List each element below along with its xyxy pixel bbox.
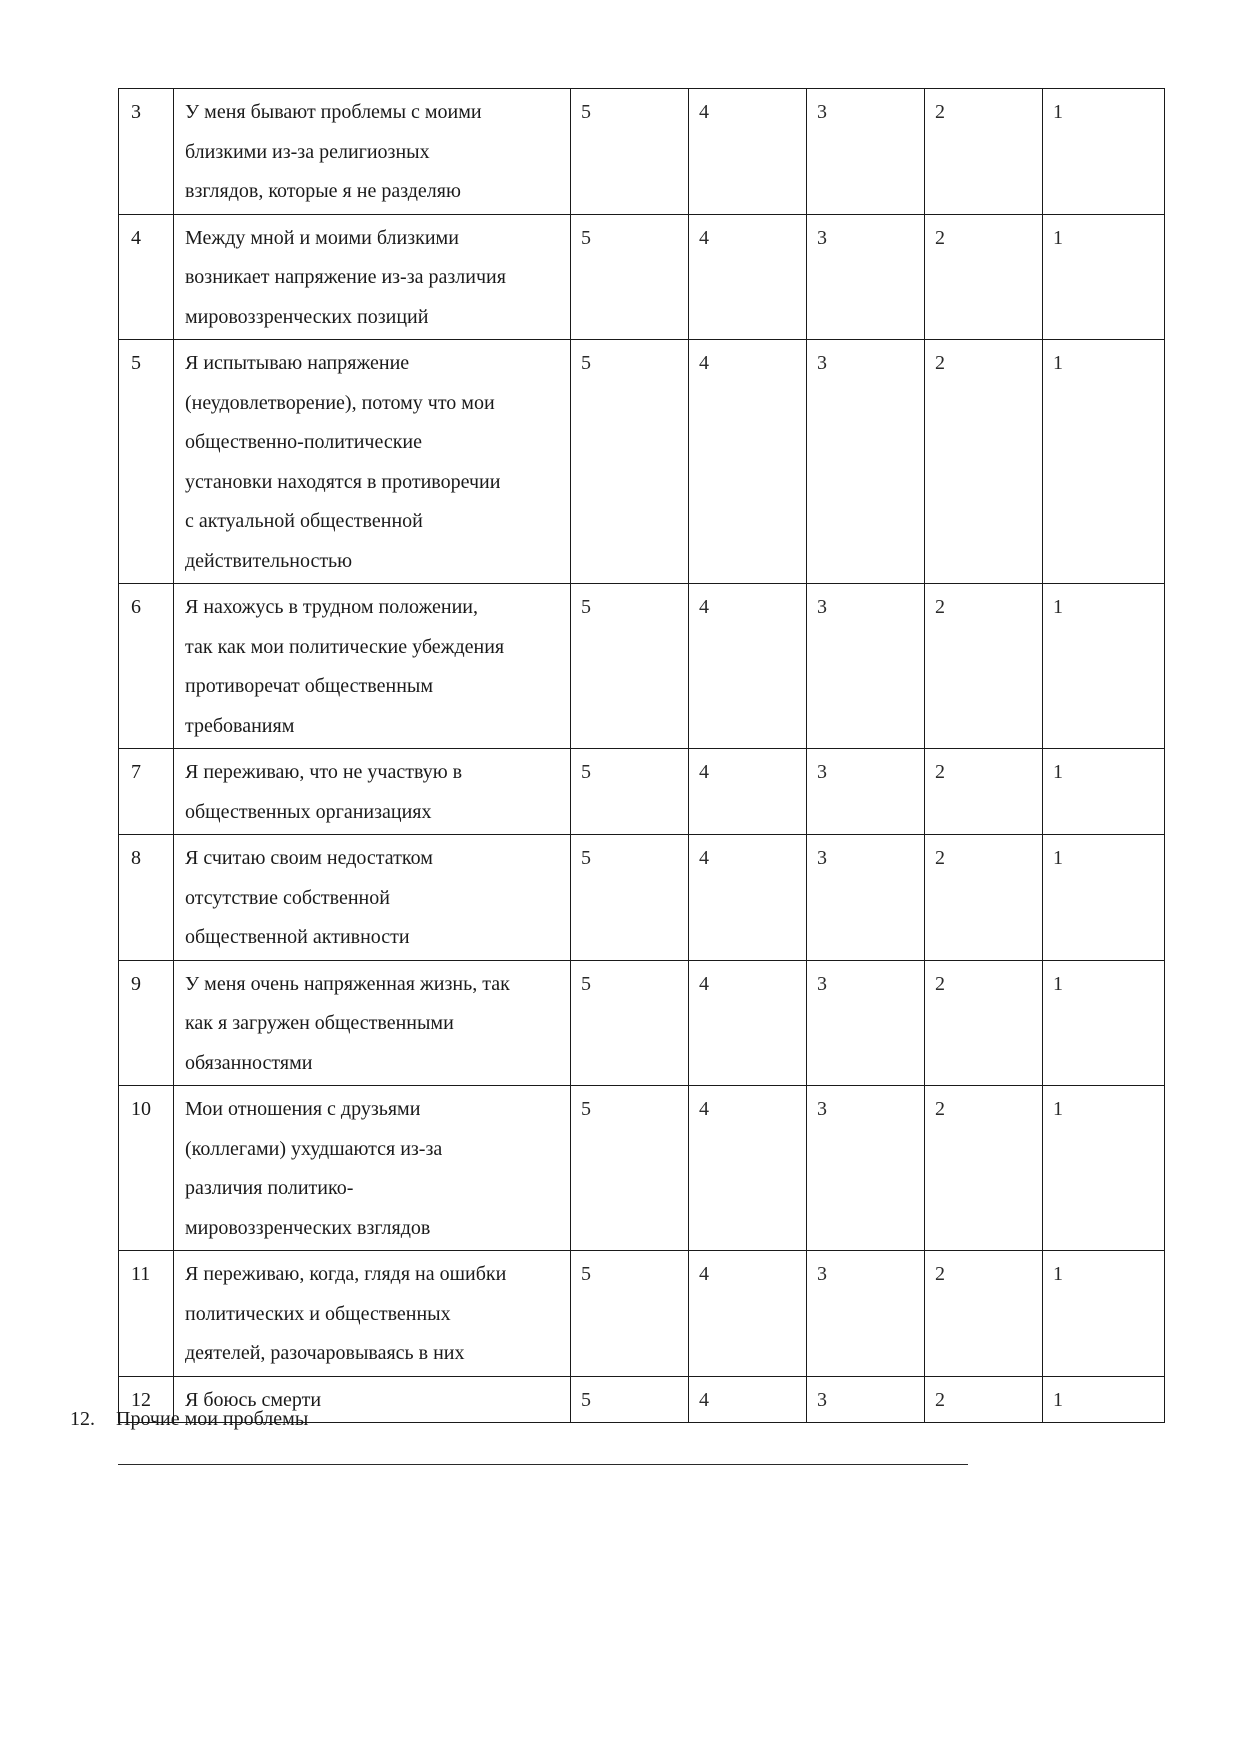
statement-line: взглядов, которые я не разделяю: [185, 180, 461, 202]
statement-cell: [174, 835, 571, 961]
table-row: [119, 340, 1165, 584]
score-option-2[interactable]: 2: [925, 1086, 1043, 1251]
row-number: 11: [119, 1251, 174, 1377]
statement-line: мировоззренческих взглядов: [185, 1216, 431, 1239]
score-option-3[interactable]: 3: [807, 214, 925, 340]
statement-cell: [174, 214, 571, 340]
score-option-3[interactable]: 3: [807, 1376, 925, 1423]
table-row: [119, 1251, 1165, 1377]
score-option-5[interactable]: 5: [571, 1086, 689, 1251]
score-option-1[interactable]: 1: [1043, 1376, 1165, 1423]
statement-cell: [174, 340, 571, 584]
statement-line: общественной активности: [185, 926, 410, 948]
statement-line: противоречат общественным: [185, 675, 433, 697]
table-row: [119, 214, 1165, 340]
score-option-1[interactable]: 1: [1043, 960, 1165, 1086]
statement-line: отсутствие собственной: [185, 886, 390, 909]
score-option-4[interactable]: 4: [689, 584, 807, 749]
statement-line: различия политико-: [185, 1177, 354, 1199]
table-row: [119, 1086, 1165, 1251]
statement-line: как я загружен общественными: [185, 1012, 454, 1034]
row-number: 12: [119, 1376, 174, 1423]
score-option-2[interactable]: 2: [925, 1251, 1043, 1377]
table-row: [119, 749, 1165, 835]
score-option-3[interactable]: 3: [807, 1251, 925, 1377]
statement-line: политических и общественных: [185, 1302, 451, 1325]
score-option-1[interactable]: 1: [1043, 584, 1165, 749]
statement-cell: [174, 960, 571, 1086]
table-row: [119, 89, 1165, 215]
row-number: 6: [119, 584, 174, 749]
statement-line: обязанностями: [185, 1051, 313, 1074]
table-row: [119, 960, 1165, 1086]
score-option-1[interactable]: 1: [1043, 1251, 1165, 1377]
score-option-3[interactable]: 3: [807, 960, 925, 1086]
score-option-2[interactable]: 2: [925, 749, 1043, 835]
score-option-5[interactable]: 5: [571, 1376, 689, 1423]
statement-line: У меня очень напряженная жизнь, так: [185, 972, 510, 995]
statement-cell: [174, 1251, 571, 1377]
score-option-2[interactable]: 2: [925, 1376, 1043, 1423]
statement-line: Я испытываю напряжение: [185, 352, 410, 374]
score-option-4[interactable]: 4: [689, 1251, 807, 1377]
statement-line: Я нахожусь в трудном положении,: [185, 596, 478, 618]
statement-line: возникает напряжение из-за различия: [185, 266, 506, 288]
statement-line: близкими из-за религиозных: [185, 140, 430, 163]
statement-line: Я переживаю, что не участвую в: [185, 761, 463, 783]
score-option-3[interactable]: 3: [807, 1086, 925, 1251]
statement-cell: [174, 1086, 571, 1251]
statement-line: с актуальной общественной: [185, 510, 423, 532]
statement-line: так как мои политические убеждения: [185, 635, 505, 658]
statement-line: Мои отношения с друзьями: [185, 1098, 421, 1120]
statement-line: Я считаю своим недостатком: [185, 847, 433, 869]
score-option-3[interactable]: 3: [807, 749, 925, 835]
score-option-3[interactable]: 3: [807, 89, 925, 215]
score-option-2[interactable]: 2: [925, 835, 1043, 961]
score-option-4[interactable]: 4: [689, 340, 807, 584]
statement-cell: [174, 749, 571, 835]
statement-line: Я боюсь смерти: [185, 1388, 322, 1411]
row-number: 5: [119, 340, 174, 584]
statement-line: установки находятся в противоречии: [185, 470, 501, 493]
score-option-2[interactable]: 2: [925, 960, 1043, 1086]
row-number: 7: [119, 749, 174, 835]
survey-table: [118, 88, 1165, 1423]
statement-line: деятелей, разочаровываясь в них: [185, 1342, 465, 1364]
statement-cell: [174, 89, 571, 215]
other-problems-item: [70, 1404, 308, 1434]
row-number: 3: [119, 89, 174, 215]
score-option-5[interactable]: 5: [571, 340, 689, 584]
score-option-4[interactable]: 4: [689, 1086, 807, 1251]
statement-line: мировоззренческих позиций: [185, 305, 429, 328]
survey-table-body: [119, 89, 1165, 1423]
score-option-5[interactable]: 5: [571, 1251, 689, 1377]
score-option-1[interactable]: 1: [1043, 89, 1165, 215]
score-option-4[interactable]: 4: [689, 214, 807, 340]
score-option-1[interactable]: 1: [1043, 214, 1165, 340]
statement-line: У меня бывают проблемы с моими: [185, 101, 482, 123]
statement-line: Я переживаю, когда, глядя на ошибки: [185, 1263, 507, 1285]
score-option-2[interactable]: 2: [925, 340, 1043, 584]
other-problems-label: Прочие мои проблемы: [116, 1408, 309, 1430]
statement-line: Между мной и моими близкими: [185, 226, 459, 249]
row-number: 10: [119, 1086, 174, 1251]
statement-line: общественно-политические: [185, 431, 423, 453]
statement-line: (коллегами) ухудшаются из-за: [185, 1137, 443, 1160]
statement-line: требованиям: [185, 714, 295, 737]
statement-line: общественных организациях: [185, 800, 432, 823]
answer-blank-line[interactable]: [118, 1464, 968, 1465]
score-option-4[interactable]: 4: [689, 835, 807, 961]
statement-line: действительностью: [185, 549, 353, 572]
score-option-3[interactable]: 3: [807, 835, 925, 961]
score-option-3[interactable]: 3: [807, 584, 925, 749]
statement-line: (неудовлетворение), потому что мои: [185, 391, 495, 414]
score-option-5[interactable]: 5: [571, 960, 689, 1086]
score-option-5[interactable]: 5: [571, 749, 689, 835]
score-option-5[interactable]: 5: [571, 835, 689, 961]
list-number: 12.: [70, 1408, 95, 1430]
score-option-4[interactable]: 4: [689, 1376, 807, 1423]
score-option-5[interactable]: 5: [571, 89, 689, 215]
table-row: [119, 584, 1165, 749]
score-option-5[interactable]: 5: [571, 584, 689, 749]
score-option-2[interactable]: 2: [925, 584, 1043, 749]
score-option-4[interactable]: 4: [689, 89, 807, 215]
table-row: [119, 835, 1165, 961]
row-number: 8: [119, 835, 174, 961]
score-option-3[interactable]: 3: [807, 340, 925, 584]
row-number: 4: [119, 214, 174, 340]
score-option-1[interactable]: 1: [1043, 340, 1165, 584]
score-option-4[interactable]: 4: [689, 960, 807, 1086]
score-option-1[interactable]: 1: [1043, 749, 1165, 835]
score-option-1[interactable]: 1: [1043, 1086, 1165, 1251]
statement-cell: [174, 584, 571, 749]
score-option-5[interactable]: 5: [571, 214, 689, 340]
score-option-4[interactable]: 4: [689, 749, 807, 835]
row-number: 9: [119, 960, 174, 1086]
score-option-2[interactable]: 2: [925, 89, 1043, 215]
score-option-1[interactable]: 1: [1043, 835, 1165, 961]
score-option-2[interactable]: 2: [925, 214, 1043, 340]
